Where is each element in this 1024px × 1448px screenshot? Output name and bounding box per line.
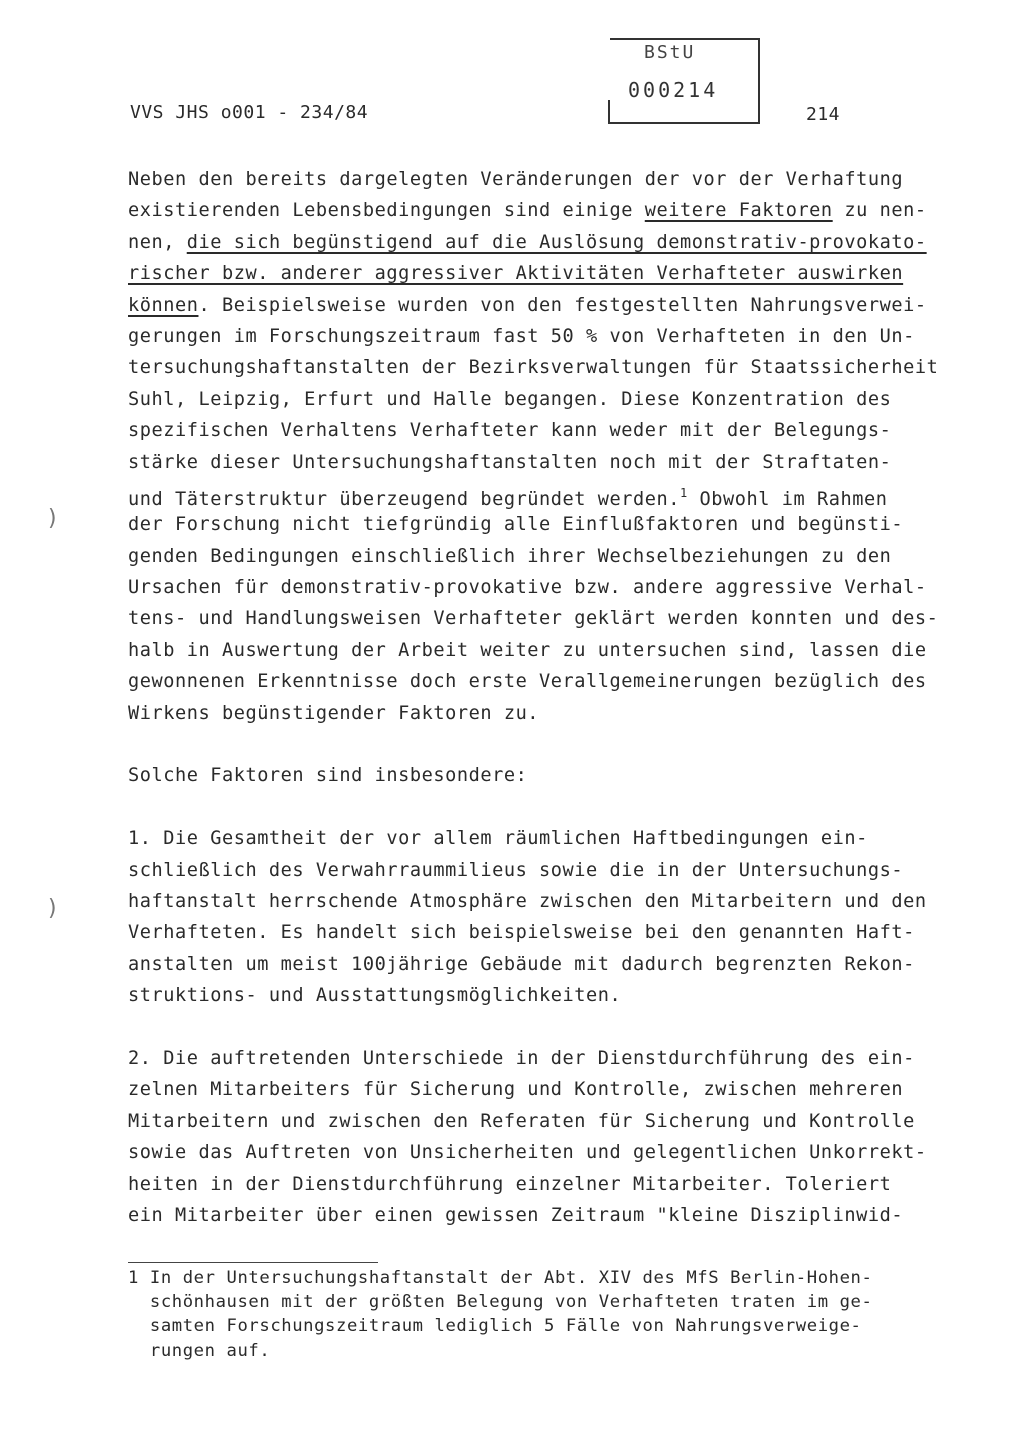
footnote-line: schönhausen mit der größten Belegung von Verhafteten traten im ge-	[128, 1292, 873, 1313]
text-line: anstalten um meist 100jährige Gebäude mit dadurch begrenzten Rekon-	[128, 953, 915, 975]
margin-bracket-1: )	[46, 506, 60, 531]
text-line: tens- und Handlungsweisen Verhafteter geklärt werden konnten und des-	[128, 608, 939, 630]
text-segment: existierenden Lebensbedingungen sind einige	[128, 200, 645, 222]
text-segment: und Täterstruktur überzeugend begründet werden.	[128, 488, 680, 510]
text-segment: . Beispielsweise wurden von den festgestellten Nahrungsverwei-	[198, 294, 927, 316]
text-line: genden Bedingungen einschließlich ihrer Wechselbeziehungen zu den	[128, 545, 892, 567]
text-line	[128, 195, 1008, 226]
text-segment: Obwohl im Rahmen	[687, 488, 888, 510]
stamp-number: 000214	[628, 78, 719, 102]
page-number: 214	[806, 104, 841, 125]
text-line: sowie das Auftreten von Unsicherheiten und gelegentlichen Unkorrekt-	[128, 1142, 927, 1164]
text-line: halb in Auswertung der Arbeit weiter zu untersuchen sind, lassen die	[128, 639, 927, 661]
text-line: Neben den bereits dargelegten Veränderungen der vor der Verhaftung	[128, 169, 904, 190]
text-line: Suhl, Leipzig, Erfurt und Halle begangen. Diese Konzentration des	[128, 388, 892, 410]
stamp-label: BStU	[644, 42, 696, 63]
margin-bracket-2: )	[46, 896, 60, 921]
text-line: zelnen Mitarbeiters für Sicherung und Kontrolle, zwischen mehreren	[128, 1079, 904, 1101]
text-line	[128, 258, 1008, 289]
text-line: Verhafteten. Es handelt sich beispielsweise bei den genannten Haft-	[128, 922, 915, 944]
footnote-line: samten Forschungszeitraum lediglich 5 Fälle von Nahrungsverweige-	[128, 1316, 862, 1337]
underlined-phrase: rischer bzw. anderer aggressiver Aktivitäten Verhafteter auswirken	[128, 263, 904, 285]
text-line: gerungen im Forschungszeitraum fast 50 % von Verhafteten in den Un-	[128, 325, 915, 347]
text-line	[128, 227, 1008, 258]
stamp-tick-mark	[608, 100, 610, 124]
text-line: stärke dieser Untersuchungshaftanstalten noch mit der Straftaten-	[128, 451, 892, 473]
text-line: Mitarbeitern und zwischen den Referaten für Sicherung und Kontrolle	[128, 1110, 915, 1132]
text-segment: zu nen-	[832, 200, 927, 222]
underlined-phrase: weitere Faktoren	[644, 200, 833, 222]
text-line: 1. Die Gesamtheit der vor allem räumlichen Haftbedingungen ein-	[128, 828, 868, 850]
text-line: 2. Die auftretenden Unterschiede in der Dienstdurchführung des ein-	[128, 1047, 915, 1069]
text-line: Ursachen für demonstrativ-provokative bzw. andere aggressive Verhal-	[128, 577, 927, 599]
text-line: struktions- und Ausstattungsmöglichkeiten.	[128, 985, 622, 1007]
footnote-divider	[128, 1262, 378, 1263]
footnote-line: rungen auf.	[128, 1340, 271, 1361]
text-line: haftanstalt herrschende Atmosphäre zwischen den Mitarbeitern und den	[128, 890, 927, 912]
text-line: gewonnenen Erkenntnisse doch erste Verallgemeinerungen bezüglich des	[128, 671, 927, 693]
document-header-reference: VVS JHS o001 - 234/84	[130, 102, 369, 123]
footnote-reference: 1	[680, 485, 688, 500]
text-line: schließlich des Verwahrraummilieus sowie die in der Untersuchungs-	[128, 859, 904, 881]
text-line: tersuchungshaftanstalten der Bezirksverwaltungen für Staatssicherheit	[128, 357, 939, 379]
footnote-line: 1 In der Untersuchungshaftanstalt der Abt. XIV des MfS Berlin-Hohen-	[128, 1268, 873, 1288]
underlined-phrase: können	[128, 294, 199, 316]
underlined-phrase: die sich begünstigend auf die Auslösung demonstrativ-provokato-	[186, 231, 927, 253]
document-body	[128, 164, 1008, 1231]
archive-stamp	[610, 38, 760, 124]
text-line: Solche Faktoren sind insbesondere:	[128, 765, 528, 787]
text-line: Wirkens begünstigender Faktoren zu.	[128, 702, 540, 724]
text-line: heiten in der Dienstdurchführung einzelner Mitarbeiter. Toleriert	[128, 1173, 892, 1195]
text-line: der Forschung nicht tiefgründig alle Einflußfaktoren und begünsti-	[128, 514, 904, 536]
text-line	[128, 478, 1008, 509]
text-segment: nen,	[128, 231, 187, 253]
text-line: ein Mitarbeiter über einen gewissen Zeitraum "kleine Disziplinwid-	[128, 1204, 904, 1226]
text-line	[128, 290, 1008, 321]
text-line: spezifischen Verhaltens Verhafteter kann weder mit der Belegungs-	[128, 420, 892, 442]
footnote-block	[128, 1266, 1008, 1363]
